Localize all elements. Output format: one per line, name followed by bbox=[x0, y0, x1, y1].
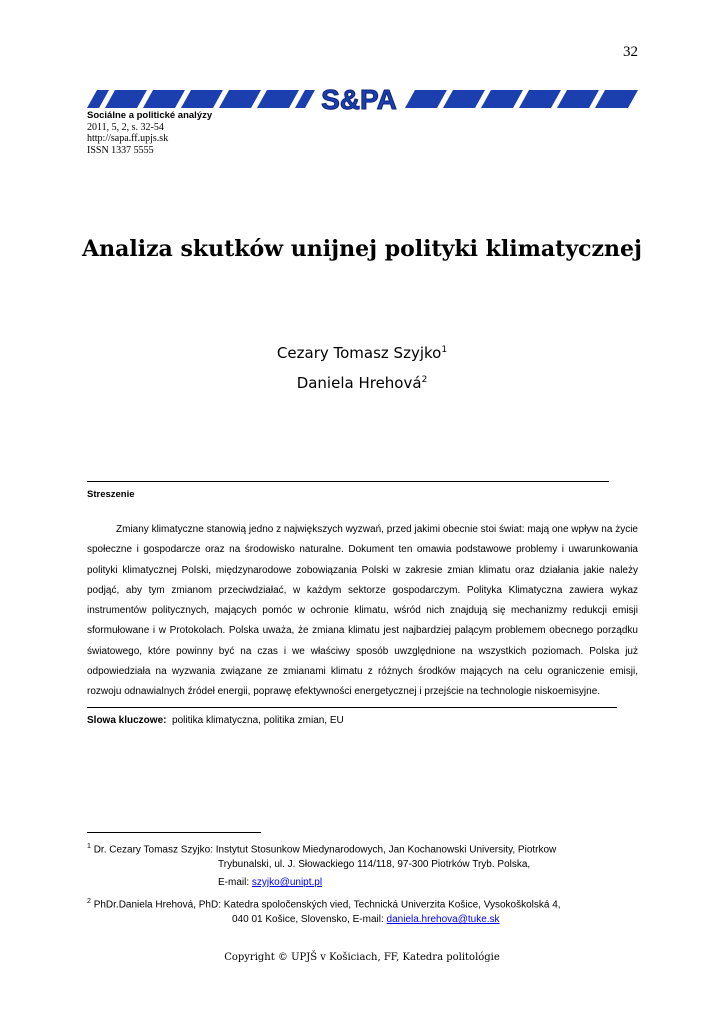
author-name bbox=[0, 344, 724, 362]
abstract-heading: Streszenie bbox=[87, 489, 135, 500]
author-2-name: Daniela Hrehová bbox=[296, 374, 422, 392]
email-link-hrehova[interactable]: daniela.hrehova@tuke.sk bbox=[386, 914, 500, 925]
divider bbox=[87, 481, 609, 482]
journal-url: http://sapa.ff.upjs.sk bbox=[87, 133, 169, 144]
journal-name: Sociálne a politické analýzy bbox=[87, 110, 213, 121]
footnote-1-line-3 bbox=[218, 874, 322, 892]
footnote-2-mark: 2 bbox=[87, 898, 91, 905]
keywords-values: politika klimatyczna, politika zmian, EU bbox=[172, 715, 344, 726]
logo-text: S&PA bbox=[321, 86, 397, 112]
footnote-2-line-1: PhDr.Daniela Hrehová, PhD: Katedra spoločenských vied, Technická Univerzita Košice, Vysokoškolská 4, bbox=[93, 899, 561, 911]
email-link-szyjko[interactable]: szyjko@unipt.pl bbox=[251, 877, 323, 888]
footnote-1-line-2: Trybunalski, ul. J. Słowackiego 114/118, 97-300 Piotrków Tryb. Polska, bbox=[218, 859, 531, 870]
author-1-footnote-mark[interactable]: 1 bbox=[441, 345, 448, 355]
copyright-footer: Copyright © UPJŠ v Košiciach, FF, Katedra politológie bbox=[224, 952, 500, 963]
divider bbox=[87, 707, 617, 708]
author-1-name: Cezary Tomasz Szyjko bbox=[276, 344, 442, 362]
footnote-1-line-1: Dr. Cezary Tomasz Szyjko: Instytut Stosunkow Miedynarodowych, Jan Kochanowski University, Piotrkow bbox=[93, 844, 557, 856]
journal-issn: ISSN 1337 5555 bbox=[87, 145, 154, 156]
keywords-label: Slowa kluczowe: bbox=[87, 715, 167, 726]
author-2-footnote-mark[interactable]: 2 bbox=[421, 375, 428, 385]
paper-title: Analiza skutków unijnej polityki klimatycznej bbox=[82, 236, 642, 262]
footnote-2-line-2 bbox=[232, 911, 500, 929]
journal-issue: 2011, 5, 2, s. 32-54 bbox=[87, 122, 164, 133]
page-number: 32 bbox=[623, 44, 638, 60]
email-label: E-mail: bbox=[218, 877, 250, 888]
footnote-divider bbox=[87, 832, 261, 833]
keywords bbox=[87, 715, 344, 726]
abstract-text: Zmiany klimatyczne stanowią jedno z największych wyzwań, przed jakimi obecnie stoi świat: mają one wpływ na życie społeczne i gospodarcze oraz na środowisko naturalne. Dokument ten omawia podstawowe problemy i uwarunkowania polityki klimatycznej Polski, międzynarodowe zobowiązania Polski w zakresie zmian klimatu oraz działania jakie należy podjąć, aby tym zmianom przeciwdziałać, w każdym sektorze gospodarczym. Polityka Klimatyczna zawiera wykaz instrumentów politycznych, mających pomóc w ochronie klimatu, wśród nich znajdują się mechanizmy redukcji emisji sformułowane i w Protokolach. Polska uważa, że zmiana klimatu jest najbardziej palącym problemem obecnego porządku światowego, które powinny być na czas i we właściwy sposób uwzględnione na wszystkich poziomach. Polska już odpowiedziała na wyzwania związane ze zmianami klimatu z różnych środków mających na celu ograniczenie emisji, rozwoju odnawialnych źródeł energii, poprawę efektywności energetycznej i przejście na technologie niskoemisyjne. bbox=[87, 524, 638, 698]
journal-logo-banner bbox=[87, 86, 638, 112]
author-name bbox=[0, 374, 724, 392]
footnote-2-address: 040 01 Košice, Slovensko, E-mail: bbox=[232, 914, 384, 925]
footnote-1-mark: 1 bbox=[87, 843, 91, 850]
